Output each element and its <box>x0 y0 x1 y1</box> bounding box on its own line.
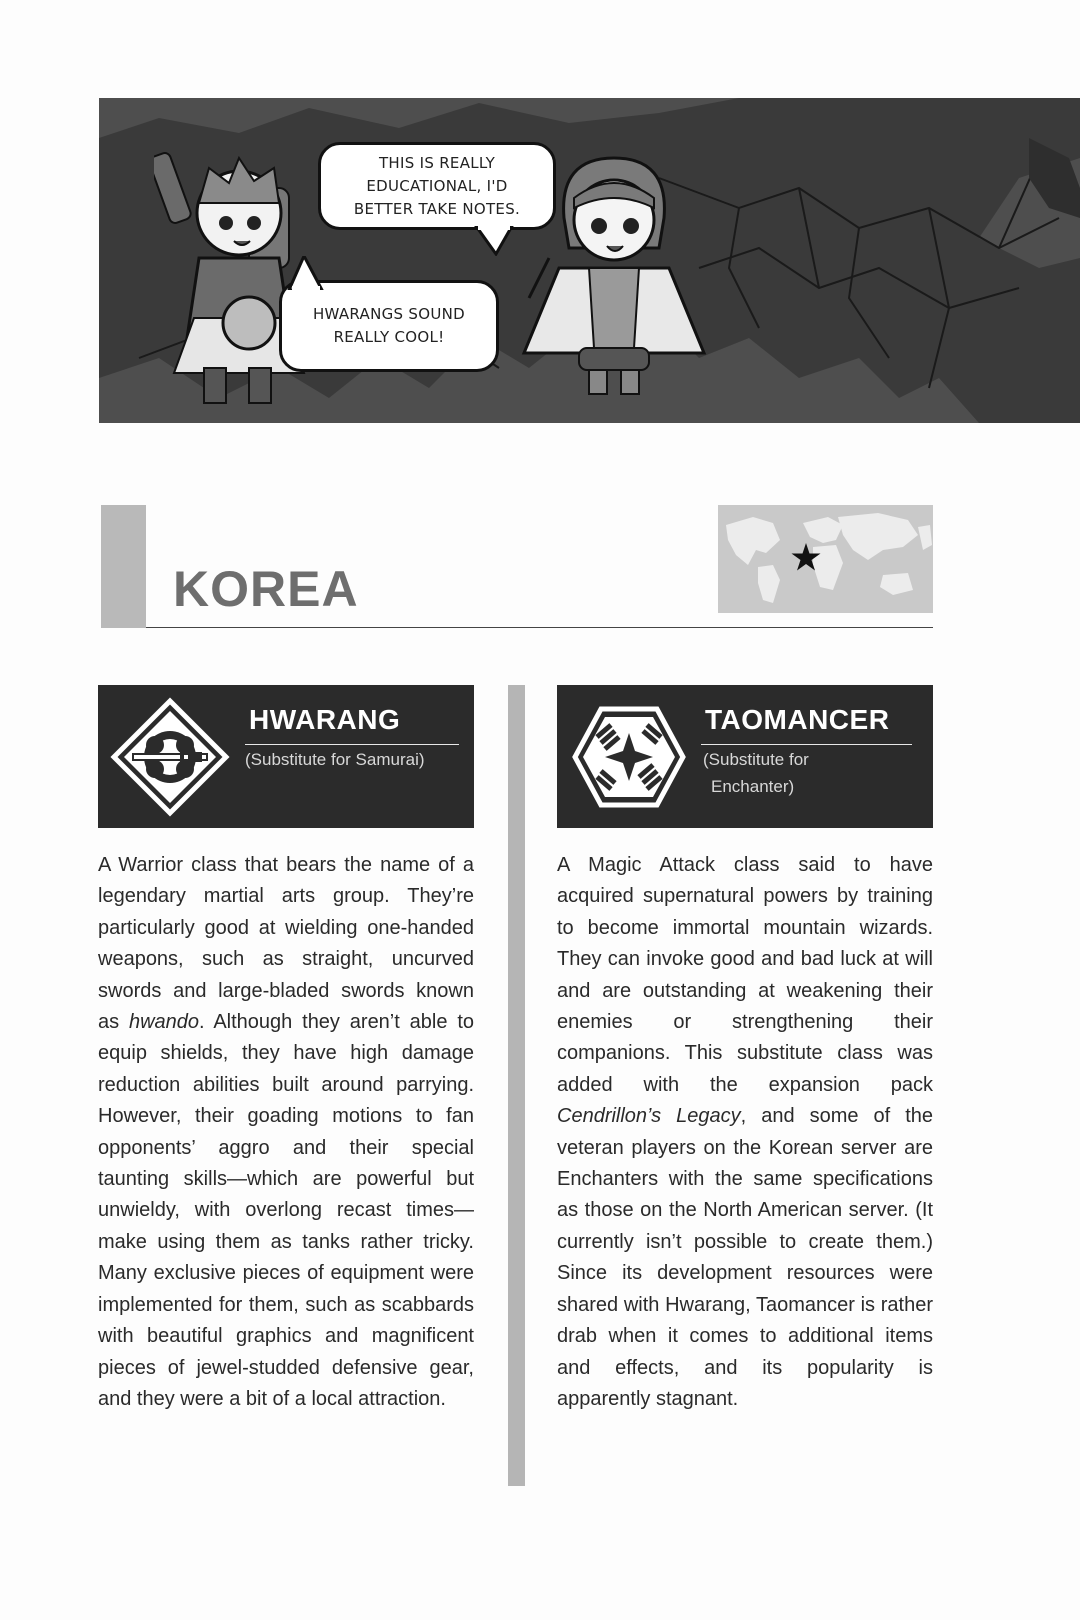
bubble-line: THIS IS REALLY <box>378 153 496 172</box>
speech-bubble-left <box>279 280 499 372</box>
taegeuk-emblem-icon <box>569 697 689 817</box>
class-title-rule <box>245 744 459 745</box>
class-name: HWARANG <box>249 704 401 735</box>
class-subtitle <box>703 746 809 800</box>
description-text: . Although they aren’t able to equip shields, they have high damage reduction abilities built around parrying. However, their goading motions to fan opponents’ aggro and their special taunting skills—which are powerful but unwieldy, with overlong recast times—make using them as tanks rather tricky. Many exclusive pieces of equipment were implemented for them, such as scabbards with beautiful graphics and magnificent pieces of jewel-studded defensive gear, and they were a bit of a local attraction. <box>98 1011 474 1410</box>
taomancer-description <box>557 850 933 1415</box>
class-header-hwarang <box>98 685 474 828</box>
subtitle-line: (Substitute for Samurai) <box>245 750 425 769</box>
speech-bubble-right <box>318 142 556 230</box>
subtitle-line: (Substitute for <box>703 750 809 769</box>
class-subtitle <box>245 746 425 773</box>
description-emphasis: Cendrillon’s Legacy <box>557 1105 741 1128</box>
class-title-rule <box>701 744 912 745</box>
section-divider <box>146 627 933 628</box>
column-divider <box>508 685 525 1486</box>
class-header-taomancer <box>557 685 933 828</box>
world-map-icon <box>718 505 933 613</box>
bubble-line: REALLY COOL! <box>333 328 445 346</box>
description-emphasis: hwando <box>128 1011 200 1034</box>
description-text: A Magic Attack class said to have acquired supernatural powers by training to become immortal mountain wizards. They can invoke good and bad luck at will and are outstanding at weakening their enemies or strengthening their companions. This substitute class was added with the expansion pack <box>557 854 933 1096</box>
bubble-tail-left <box>284 256 324 290</box>
sword-emblem-icon <box>110 697 230 817</box>
section-title: KOREA <box>173 561 359 617</box>
hwarang-description <box>98 850 474 1415</box>
manga-banner <box>99 98 1080 423</box>
bubble-line: EDUCATIONAL, I'D <box>366 176 508 195</box>
class-name: TAOMANCER <box>705 704 890 735</box>
section-accent-bar <box>101 505 146 628</box>
bubble-line: BETTER TAKE NOTES. <box>353 199 521 218</box>
world-map-thumbnail <box>718 505 933 613</box>
description-text: , and some of the veteran players on the Korean server are Enchanters with the same specifications as those on the North American server. (It currently isn’t possible to create them.) Since its development resources were shared with Hwarang, Taomancer is rather drab when it comes to additional items and effects, and its popularity is apparently stagnant. <box>557 1105 933 1410</box>
bubble-tail-right <box>474 226 514 256</box>
subtitle-line: Enchanter) <box>711 777 795 796</box>
description-text: A Warrior class that bears the name of a legendary martial arts group. They’re particularly good at wielding one-handed weapons, such as straight, uncurved swords and large-bladed swords known as <box>98 854 474 1034</box>
bubble-line: HWARANGS SOUND <box>312 305 466 323</box>
